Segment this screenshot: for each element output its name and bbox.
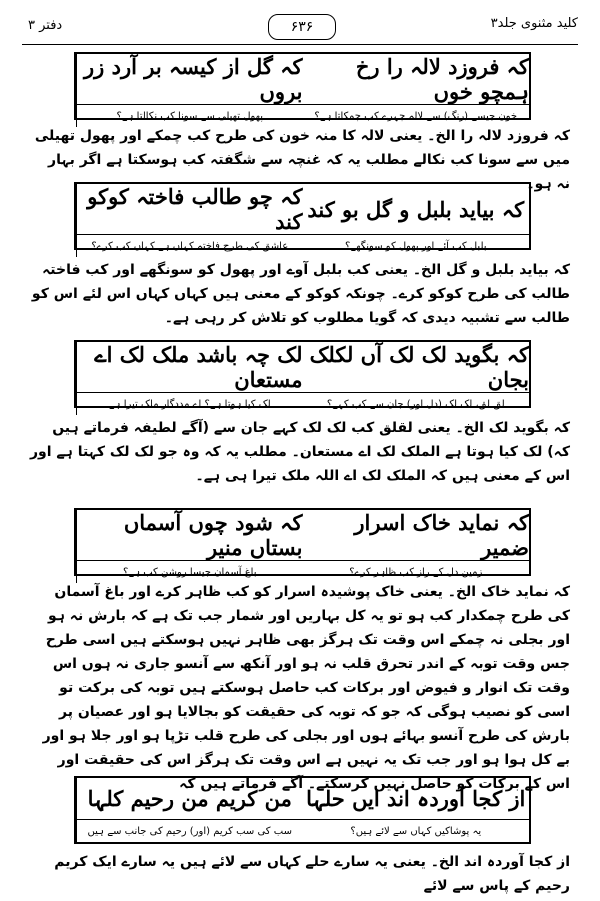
verse-right-hemistich bbox=[303, 184, 530, 257]
verse-text: کہ گل از کیسہ بر آرد زر بروں bbox=[77, 54, 303, 105]
verse-right-hemistich bbox=[303, 342, 530, 415]
verse-text: کہ شود چوں آسماں بستاں منیر bbox=[77, 510, 303, 561]
verse-text: کہ فروزد لالہ را رخ ہمچو خوں bbox=[303, 54, 530, 105]
verse-right-hemistich bbox=[303, 510, 530, 583]
commentary-paragraph: کہ بیاید بلبل و گل الخ۔ یعنی کب بلبل آوے اور پھول کو سونگھے اور کب فاختہ طالب کی طرح کوکو کرے۔ چونکہ کوکو کے معنی ہیں کہاں کہاں اس لئے اس کو طالب سے تشبیہ دیدی کہ گویا مطلوب کو تلاش کر رہی ہے۔ bbox=[31, 262, 570, 326]
verse-gloss: زمین دل کے راز کب ظاہر کرے؟ bbox=[349, 566, 483, 578]
verse-gloss: سب کی سب کریم (اور) رحیم کی جانب سے ہیں bbox=[87, 825, 292, 837]
verse-text: کہ بیاید بلبل و گل بو کند bbox=[303, 184, 530, 235]
commentary-paragraph: کہ بگوید لک الخ۔ یعنی لقلق کب لک لک کہے جان سے (آگے لطیفہ فرماتے ہیں کہ) لک کیا ہوتا ہے الملک لک اے مستعان۔ مطلب یہ کہ وہ جو لک لک کہتا ہے اور اس کے معنی ہیں کہ الملک لک اے اللہ ملک تیرا ہی ہے۔ bbox=[30, 420, 570, 484]
verse-text: کہ بگوید لک لک آں لکلک بجان bbox=[303, 342, 530, 393]
verse-text: کہ چو طالب فاختہ کوکو کند bbox=[77, 184, 303, 235]
book-title: کلید مثنوی جلد۳ bbox=[490, 16, 578, 31]
verse-box bbox=[74, 508, 531, 576]
page-header bbox=[0, 0, 600, 46]
verse-box bbox=[74, 182, 531, 250]
verse-gloss: پھول تھیلی سے سونا کب نکالتا ہے؟ bbox=[116, 110, 264, 122]
header-rule bbox=[22, 44, 578, 45]
verse-gloss: لک کیا ہوتا ہے؟ اے مددگار ملک تیرا ہے bbox=[108, 398, 271, 410]
verse-gloss: عاشق کی طرح فاختہ کہاں ہے کہاں کب کرے؟ bbox=[91, 240, 289, 252]
verse-left-hemistich bbox=[76, 778, 303, 842]
verse-text: کہ نماید خاک اسرار ضمیر bbox=[303, 510, 530, 561]
verse-gloss: لق لق، لک لک (دل اور) جان سے کب کہے؟ bbox=[326, 398, 505, 410]
verse-box bbox=[74, 776, 531, 844]
verse-gloss: خون جیسے (رنگ) سے لالہ چہرے کب چمکاتا ہے؟ bbox=[314, 110, 518, 122]
verse-right-hemistich bbox=[303, 54, 530, 127]
commentary-paragraph: از کجا آوردہ اند الخ۔ یعنی یہ سارے حلے کہاں سے لائے ہیں یہ سارے ایک کریم رحیم کے پاس سے لائے bbox=[54, 854, 570, 894]
verse-text: لک چہ باشد ملک لک اے مستعان bbox=[77, 342, 303, 393]
verse-box bbox=[74, 52, 531, 120]
commentary-paragraph: کہ نماید خاک الخ۔ یعنی خاک پوشیدہ اسرار کو کب ظاہر کرے اور باغ آسمان کی طرح چمکدار کب ہو تو یہ کل بہاریں اور شمار جب تک ہے کہ بارش نہ ہو اور بجلی نہ چمکے اس وقت تک ہرگز بھی ظاہر نہیں ہوسکتے ہیں اسی طرح جس وقت توبہ کے اندر تحرق قلب نہ ہو اور آنکھ سے آنسو جاری نہ ہوں اس وقت تک انوار و فیوض اور برکات کب حاصل ہوسکتے ہیں توبہ کی برکت تو اسی کو نصیب ہوگی کہ جو کہ توبہ کی حقیقت کو بجالایا ہو اور عصیان پر بارش کی طرح آنسو بہائے ہوں اور بجلی کی طرح قلب تڑپا ہو اور جلا ہو اور بے کل ہوا ہو اور جب تک یہ نہیں ہے اس وقت تک ہرگز اس کی حقیقت اور اس کے برکات کو حاصل نہیں کرسکتے۔ آگے فرماتے ہیں کہ bbox=[42, 584, 570, 792]
verse-right-hemistich bbox=[303, 778, 530, 842]
verse-left-hemistich bbox=[76, 184, 303, 257]
verse-gloss: بلبل کب آئے اور پھول کو سونگھے؟ bbox=[344, 240, 487, 252]
verse-text: من کریم من رحیم کلہا bbox=[77, 778, 303, 820]
commentary-paragraph: کہ فروزد لالہ را الخ۔ یعنی لالہ کا منہ خون کی طرح کب چمکے اور پھول تھیلی میں سے سونا کب نکالے مطلب یہ کہ غنچہ سے شگفتہ کب ہوسکتا ہے اگر بہار نہ ہو۔ bbox=[34, 128, 570, 192]
verse-box bbox=[74, 340, 531, 408]
daftar-label: دفتر ۳ bbox=[28, 18, 63, 33]
verse-left-hemistich bbox=[76, 510, 303, 583]
verse-gloss: باغ آسمان جیسا روشن کب ہے؟ bbox=[123, 566, 257, 578]
verse-gloss: یہ پوشاکیں کہاں سے لائے ہیں؟ bbox=[350, 825, 482, 837]
verse-left-hemistich bbox=[76, 54, 303, 127]
page-number: ۶۳۶ bbox=[268, 14, 336, 40]
verse-left-hemistich bbox=[76, 342, 303, 415]
verse-text: از کجا آوردہ اند ایں حلہا bbox=[303, 778, 530, 820]
